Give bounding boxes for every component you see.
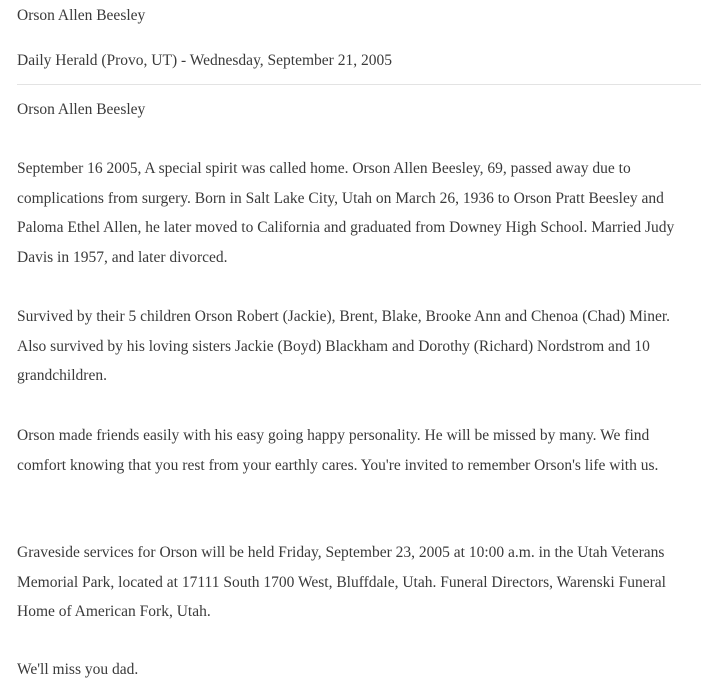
- divider: [17, 84, 701, 85]
- paragraph-services: Graveside services for Orson will be held Friday, September 23, 2005 at 10:00 a.m. in the Utah Veterans Memorial Park, located at 17111 South 1700 West, Bluffdale, Utah. Funeral Directors, Warenski Funeral Home of American Fork, Utah.: [17, 544, 666, 620]
- article-title: Orson Allen Beesley: [17, 101, 146, 118]
- paragraph-announcement: September 16 2005, A special spirit was called home. Orson Allen Beesley, 69, passed away due to complications from surgery. Born in Salt Lake City, Utah on March 26, 1936 to Orson Pratt Beesley and Paloma Ethel Allen, he later moved to California and graduated from Downey High School. Married Judy Davis in 1957, and later divorced.: [17, 160, 675, 266]
- paragraph-personality: Orson made friends easily with his easy going happy personality. He will be missed by many. We find comfort knowing that you rest from your earthly cares. You're invited to remember Orson's life with us.: [17, 427, 659, 474]
- publication-line: Daily Herald (Provo, UT) - Wednesday, September 21, 2005: [17, 52, 392, 69]
- header-name: Orson Allen Beesley: [17, 7, 146, 24]
- paragraph-closing: We'll miss you dad.: [17, 661, 139, 678]
- paragraph-survivors: Survived by their 5 children Orson Robert (Jackie), Brent, Blake, Brooke Ann and Chenoa (Chad) Miner. Also survived by his loving sisters Jackie (Boyd) Blackham and Dorothy (Richard) Nordstrom and 10 grandchildren.: [17, 308, 671, 384]
